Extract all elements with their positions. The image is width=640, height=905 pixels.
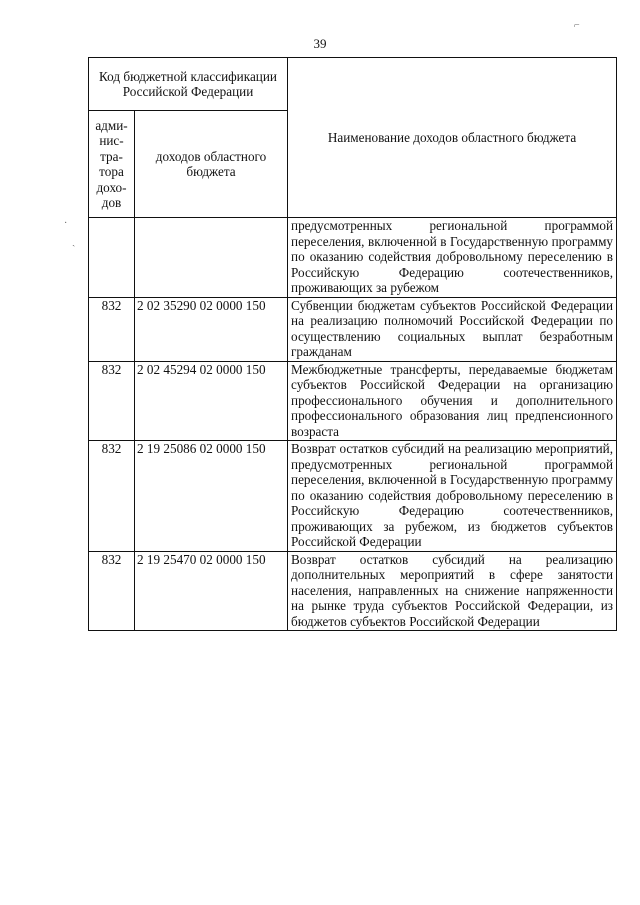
revenue-code-cell: 2 02 35290 02 0000 150	[135, 297, 288, 361]
revenue-code-cell: 2 19 25470 02 0000 150	[135, 551, 288, 631]
budget-classification-table	[88, 57, 617, 631]
admin-code-cell: 832	[89, 297, 135, 361]
revenue-description-cell: Межбюджетные трансферты, передаваемые бюджетам субъектов Российской Федерации на организацию профессионального обучения и дополнительного профессионального образования лиц предпенсионного возраста	[288, 361, 617, 441]
table-row	[89, 218, 617, 298]
table-row	[89, 441, 617, 552]
revenue-description-cell: Субвенции бюджетам субъектов Российской Федерации на реализацию полномочий Российской Федерации по осуществлению социальных выплат безработным гражданам	[288, 297, 617, 361]
table-row	[89, 361, 617, 441]
header-regional-revenue: доходов областного бюджета	[135, 111, 288, 218]
revenue-code-cell: 2 02 45294 02 0000 150	[135, 361, 288, 441]
table-row	[89, 551, 617, 631]
scan-speck: ·	[64, 218, 68, 229]
revenue-code-cell: 2 19 25086 02 0000 150	[135, 441, 288, 552]
budget-classification-table-container	[88, 57, 616, 631]
revenue-description-cell: Возврат остатков субсидий на реализацию дополнительных мероприятий в сфере занятости населения, направленных на снижение напряженности на рынке труда субъектов Российской Федерации, из бюджетов субъектов Российской Федерации	[288, 551, 617, 631]
revenue-code-cell	[135, 218, 288, 298]
scan-speck: ˎ	[72, 236, 76, 247]
admin-code-cell: 832	[89, 551, 135, 631]
header-administrator: адми-нис-тра-тора дохо-дов	[89, 111, 135, 218]
revenue-description-cell: Возврат остатков субсидий на реализацию мероприятий, предусмотренных региональной программой переселения, включенной в Государственную программу по оказанию содействия добровольному переселению в Российскую Федерацию соотечественников, проживающих за рубежом, из бюджетов субъектов Российской Федерации	[288, 441, 617, 552]
scan-speck: ⌐	[574, 20, 580, 31]
admin-code-cell: 832	[89, 361, 135, 441]
table-header-row	[89, 58, 617, 111]
header-revenue-name: Наименование доходов областного бюджета	[288, 58, 617, 218]
page-number: 39	[313, 36, 327, 51]
table-row	[89, 297, 617, 361]
header-classification-code: Код бюджетной классификации Российской Федерации	[89, 58, 288, 111]
admin-code-cell: 832	[89, 441, 135, 552]
revenue-description-cell: предусмотренных региональной программой переселения, включенной в Государственную программу по оказанию содействия добровольному переселению в Российскую Федерацию соотечественников, проживающих за рубежом	[288, 218, 617, 298]
admin-code-cell	[89, 218, 135, 298]
